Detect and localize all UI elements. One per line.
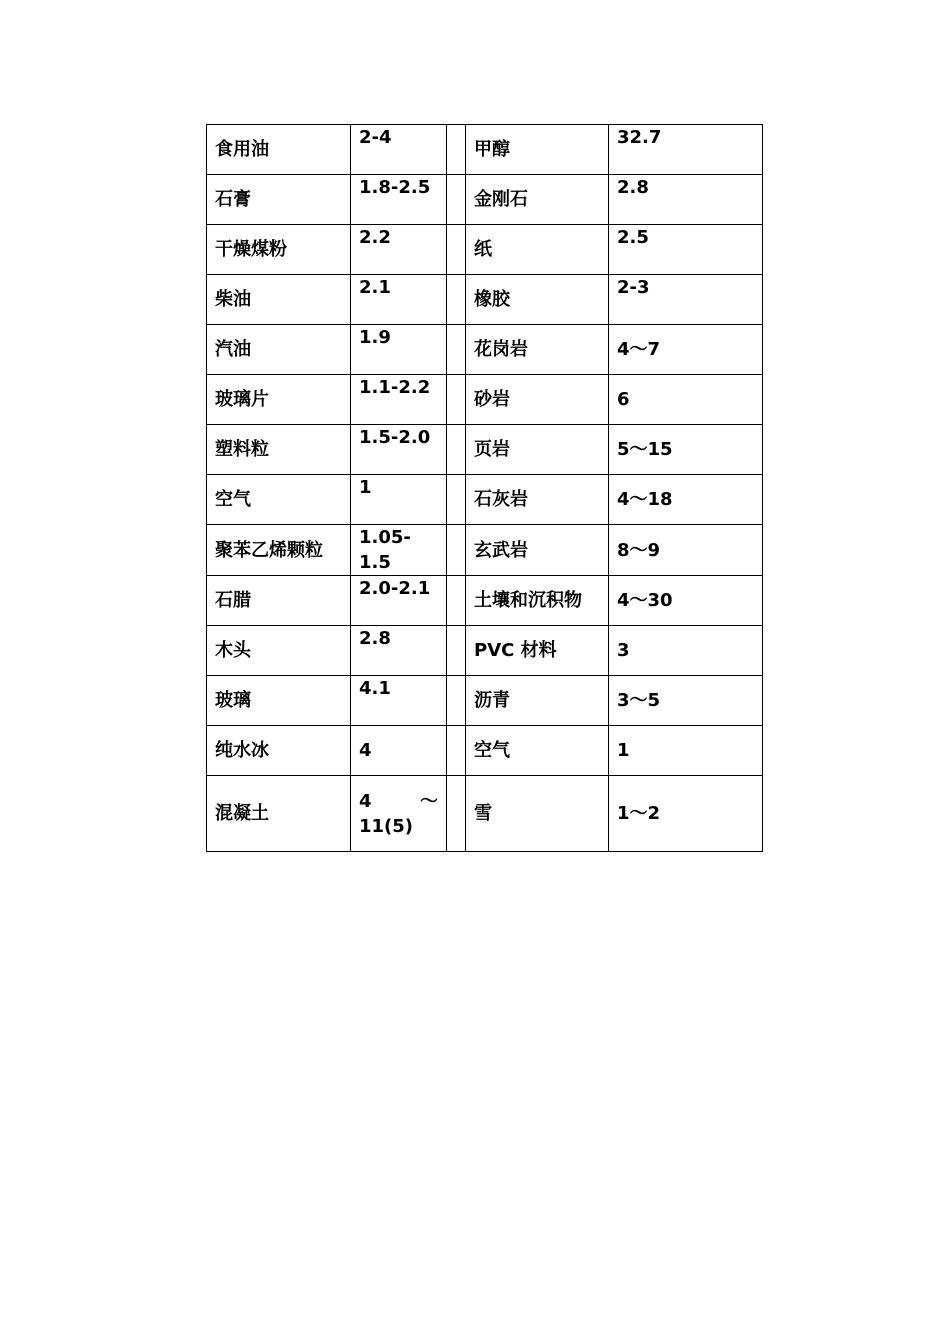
column-spacer [447, 726, 466, 776]
material-name: 玻璃 [207, 676, 351, 726]
material-value: 2.0-2.1 [351, 576, 447, 626]
material-name: 页岩 [466, 425, 609, 475]
dielectric-constant-table [206, 124, 763, 852]
table-row [207, 225, 763, 275]
material-name: 木头 [207, 626, 351, 676]
material-value: 4 [351, 726, 447, 776]
table-row [207, 375, 763, 425]
value-line-1-left: 4 [359, 790, 372, 812]
material-name: 玻璃片 [207, 375, 351, 425]
table-row [207, 676, 763, 726]
material-value: 2.8 [609, 175, 763, 225]
column-spacer [447, 776, 466, 852]
material-value: 1～2 [609, 776, 763, 852]
material-value: 2-4 [351, 125, 447, 175]
material-name: 花岗岩 [466, 325, 609, 375]
material-name: 纸 [466, 225, 609, 275]
material-value: 2.1 [351, 275, 447, 325]
column-spacer [447, 475, 466, 525]
material-name: 金刚石 [466, 175, 609, 225]
material-value: 1.05-1.5 [351, 525, 447, 576]
table-row [207, 475, 763, 525]
material-name: 石腊 [207, 576, 351, 626]
material-name: 空气 [207, 475, 351, 525]
material-value: 32.7 [609, 125, 763, 175]
material-name: 玄武岩 [466, 525, 609, 576]
material-name: 塑料粒 [207, 425, 351, 475]
table-row [207, 175, 763, 225]
material-value: 8～9 [609, 525, 763, 576]
material-name: 汽油 [207, 325, 351, 375]
material-name: 砂岩 [466, 375, 609, 425]
column-spacer [447, 425, 466, 475]
column-spacer [447, 375, 466, 425]
material-name: 橡胶 [466, 275, 609, 325]
value-line-1 [359, 789, 438, 814]
column-spacer [447, 125, 466, 175]
material-name: 土壤和沉积物 [466, 576, 609, 626]
table-row [207, 125, 763, 175]
column-spacer [447, 576, 466, 626]
material-value: 1 [351, 475, 447, 525]
table-row [207, 425, 763, 475]
material-name: 纯水冰 [207, 726, 351, 776]
material-value: 4～18 [609, 475, 763, 525]
table-row [207, 626, 763, 676]
material-value: 1 [609, 726, 763, 776]
value-line-2: 11(5) [359, 815, 414, 837]
material-value: 2-3 [609, 275, 763, 325]
material-name: 聚苯乙烯颗粒 [207, 525, 351, 576]
material-name: 柴油 [207, 275, 351, 325]
material-value: 2.2 [351, 225, 447, 275]
column-spacer [447, 626, 466, 676]
table-row [207, 726, 763, 776]
material-name: PVC 材料 [466, 626, 609, 676]
material-name: 干燥煤粉 [207, 225, 351, 275]
material-name: 甲醇 [466, 125, 609, 175]
column-spacer [447, 175, 466, 225]
material-name: 沥青 [466, 676, 609, 726]
column-spacer [447, 225, 466, 275]
material-value: 3 [609, 626, 763, 676]
material-name: 混凝土 [207, 776, 351, 852]
column-spacer [447, 525, 466, 576]
material-value [351, 776, 447, 852]
material-value: 4～30 [609, 576, 763, 626]
material-value: 1.9 [351, 325, 447, 375]
material-value: 1.8-2.5 [351, 175, 447, 225]
value-line-1-right: ～ [420, 790, 438, 812]
material-name: 石灰岩 [466, 475, 609, 525]
material-value: 1.5-2.0 [351, 425, 447, 475]
column-spacer [447, 325, 466, 375]
column-spacer [447, 275, 466, 325]
table-row [207, 275, 763, 325]
material-value: 4.1 [351, 676, 447, 726]
material-value: 3～5 [609, 676, 763, 726]
table-row [207, 525, 763, 576]
material-name: 空气 [466, 726, 609, 776]
material-value: 2.5 [609, 225, 763, 275]
table-row [207, 325, 763, 375]
table-row [207, 576, 763, 626]
material-name: 石膏 [207, 175, 351, 225]
material-value: 1.1-2.2 [351, 375, 447, 425]
material-value: 2.8 [351, 626, 447, 676]
material-name: 雪 [466, 776, 609, 852]
column-spacer [447, 676, 466, 726]
table-row [207, 776, 763, 852]
material-value: 5～15 [609, 425, 763, 475]
material-name: 食用油 [207, 125, 351, 175]
material-value: 4～7 [609, 325, 763, 375]
material-value: 6 [609, 375, 763, 425]
